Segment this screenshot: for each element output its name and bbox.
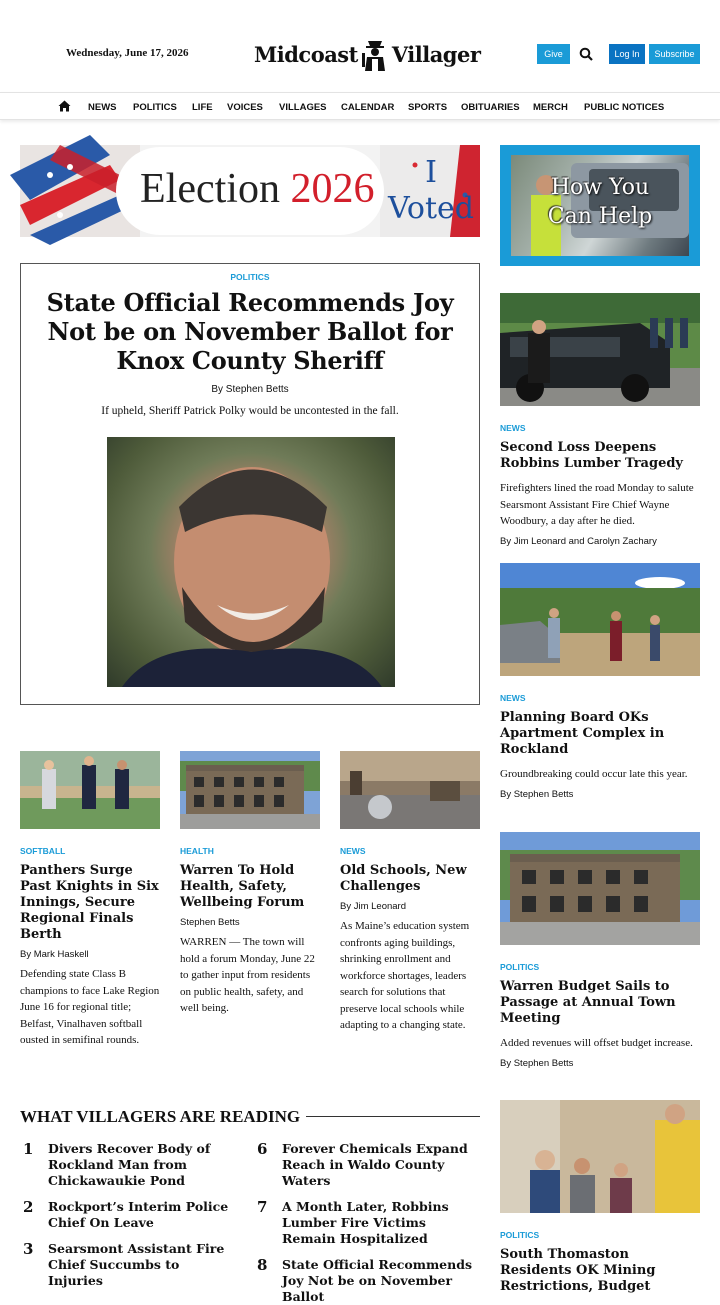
- nav-item-obituaries[interactable]: OBITUARIES: [461, 102, 520, 113]
- story-card-schools[interactable]: [340, 751, 480, 1034]
- main-story-photo[interactable]: [107, 437, 395, 687]
- current-date: Wednesday, June 17, 2026: [66, 47, 189, 59]
- right-story-headline[interactable]: Planning Board OKs Apartment Complex in Rockland: [500, 710, 665, 757]
- voted-line-1: I: [425, 155, 437, 190]
- most-read-title-link[interactable]: Searsmont Assistant Fire Chief Succumbs to Injuries: [48, 1241, 225, 1288]
- nav-item-merch[interactable]: MERCH: [533, 102, 568, 113]
- right-story-category[interactable]: NEWS: [500, 423, 526, 433]
- give-button[interactable]: Give: [537, 44, 570, 64]
- most-read-number: 1: [23, 1140, 34, 1158]
- planning-board-photo[interactable]: [500, 563, 700, 676]
- card-category[interactable]: SOFTBALL: [20, 846, 66, 856]
- nav-item-news[interactable]: NEWS: [88, 102, 117, 113]
- card-category[interactable]: HEALTH: [180, 846, 214, 856]
- most-read-item[interactable]: [257, 1141, 472, 1189]
- card-headline[interactable]: Panthers Surge Past Knights in Six Innings, Secure Regional Finals Berth: [20, 863, 159, 942]
- warren-building-photo[interactable]: [180, 751, 320, 829]
- right-story-dek: Firefighters lined the road Monday to salute Searsmont Assistant Fire Chief Wayne Woodbury, a day after he died.: [500, 482, 694, 527]
- main-story-category[interactable]: POLITICS: [230, 272, 270, 282]
- right-story-category[interactable]: NEWS: [500, 693, 526, 703]
- most-read-item[interactable]: [23, 1241, 238, 1289]
- main-story-headline[interactable]: State Official Recommends Joy Not be on November Ballot for Knox County Sheriff: [46, 288, 454, 375]
- card-category[interactable]: NEWS: [340, 846, 366, 856]
- most-read-number: 6: [257, 1140, 268, 1158]
- right-story-category[interactable]: POLITICS: [500, 1230, 540, 1240]
- card-byline: By Mark Haskell: [20, 949, 89, 960]
- most-read-item[interactable]: [257, 1257, 472, 1305]
- help-ad-title: [545, 173, 655, 231]
- main-story-byline: By Stephen Betts: [211, 384, 289, 395]
- right-story-byline: By Stephen Betts: [500, 1057, 574, 1069]
- nav-item-voices[interactable]: VOICES: [227, 102, 263, 113]
- town-meeting-photo[interactable]: [500, 1100, 700, 1213]
- card-headline[interactable]: Old Schools, New Challenges: [340, 863, 467, 894]
- right-story-headline[interactable]: South Thomaston Residents OK Mining Restrictions, Budget: [500, 1247, 656, 1294]
- most-read-title-link[interactable]: Rockport’s Interim Police Chief On Leave: [48, 1199, 229, 1230]
- nav-item-sports[interactable]: SPORTS: [408, 102, 448, 113]
- card-dek: As Maine’s education system confronts aging buildings, shrinking enrollment and workforce shortages, leaders search for solutions that preserve local schools while adapting to a changing state.: [340, 920, 470, 1031]
- card-byline: Stephen Betts: [180, 917, 240, 928]
- banner-title-word: Election: [140, 166, 280, 212]
- salute-photo[interactable]: [500, 293, 700, 406]
- banner-voted-text: [388, 155, 474, 227]
- main-story[interactable]: [20, 263, 480, 705]
- right-story-byline: By Jim Leonard and Carolyn Zachary: [500, 535, 657, 547]
- card-headline[interactable]: Warren To Hold Health, Safety, Wellbeing Forum: [180, 863, 305, 910]
- banner-election-title: [140, 165, 374, 213]
- card-byline: By Jim Leonard: [340, 901, 407, 912]
- site-logo[interactable]: [254, 36, 480, 72]
- logo-text-left: Midcoast: [254, 41, 358, 67]
- logo-mascot-icon: [360, 37, 390, 71]
- right-story-headline[interactable]: Second Loss Deepens Robbins Lumber Tragedy: [500, 440, 683, 471]
- portrait-figure: [107, 437, 395, 687]
- old-school-photo[interactable]: [340, 751, 480, 829]
- voted-line-2: Voted: [388, 191, 474, 226]
- most-read-number: 8: [257, 1256, 268, 1274]
- nav-item-politics[interactable]: POLITICS: [133, 102, 177, 113]
- right-story-byline: By Stephen Betts: [500, 788, 574, 800]
- right-story-dek: Added revenues will offset budget increase.: [500, 1037, 693, 1049]
- most-read-title-link[interactable]: A Month Later, Robbins Lumber Fire Victims Remain Hospitalized: [282, 1199, 449, 1246]
- election-banner[interactable]: [20, 145, 480, 237]
- help-ad-line-1: How You: [550, 175, 650, 200]
- most-read-header: [20, 1107, 480, 1127]
- banner-title-year: 2026: [290, 166, 375, 212]
- most-read-title: WHAT VILLAGERS ARE READING: [20, 1107, 306, 1126]
- story-card-health[interactable]: [180, 751, 320, 1017]
- most-read-title-link[interactable]: Forever Chemicals Expand Reach in Waldo County Waters: [282, 1141, 468, 1188]
- right-story-south-thomaston[interactable]: [500, 1100, 700, 1295]
- nav-item-public-notices[interactable]: PUBLIC NOTICES: [584, 102, 665, 113]
- most-read-number: 2: [23, 1198, 34, 1216]
- right-story-warren-budget[interactable]: [500, 832, 700, 1069]
- most-read-item[interactable]: [257, 1199, 472, 1247]
- right-story-robbins[interactable]: [500, 293, 700, 547]
- main-nav: [0, 92, 720, 120]
- most-read-item[interactable]: [23, 1199, 238, 1231]
- subscribe-button[interactable]: Subscribe: [649, 44, 700, 64]
- main-story-dek: If upheld, Sheriff Patrick Polky would be uncontested in the fall.: [101, 405, 399, 417]
- nav-item-calendar[interactable]: CALENDAR: [341, 102, 395, 113]
- right-story-headline[interactable]: Warren Budget Sails to Passage at Annual Town Meeting: [500, 979, 676, 1026]
- most-read-item[interactable]: [23, 1141, 238, 1189]
- most-read-number: 7: [257, 1198, 268, 1216]
- card-dek: Defending state Class B champions to face Lake Region June 16 for regional title; Belfast, Vinalhaven softball ousted in semifinal rounds.: [20, 968, 160, 1046]
- site-header: [0, 0, 720, 92]
- help-ad-line-2: Can Help: [547, 204, 653, 229]
- most-read-title-link[interactable]: Divers Recover Body of Rockland Man from Chickawaukie Pond: [48, 1141, 211, 1188]
- warren-town-office-photo[interactable]: [500, 832, 700, 945]
- card-dek: WARREN — The town will hold a forum Monday, June 22 to gather input from residents on public health, safety, and well being.: [180, 936, 315, 1014]
- story-card-softball[interactable]: [20, 751, 160, 1049]
- logo-text-right: Villager: [391, 41, 481, 67]
- right-story-dek: Groundbreaking could occur late this year.: [500, 768, 688, 780]
- most-read-number: 3: [23, 1240, 34, 1258]
- nav-item-life[interactable]: LIFE: [192, 102, 213, 113]
- nav-item-villages[interactable]: VILLAGES: [279, 102, 327, 113]
- login-button[interactable]: Log In: [609, 44, 645, 64]
- right-story-category[interactable]: POLITICS: [500, 962, 540, 972]
- search-icon[interactable]: [578, 44, 594, 64]
- most-read-title-link[interactable]: State Official Recommends Joy Not be on November Ballot: [282, 1257, 472, 1304]
- right-story-planning[interactable]: [500, 563, 700, 800]
- softball-photo[interactable]: [20, 751, 160, 829]
- home-icon[interactable]: [58, 100, 71, 112]
